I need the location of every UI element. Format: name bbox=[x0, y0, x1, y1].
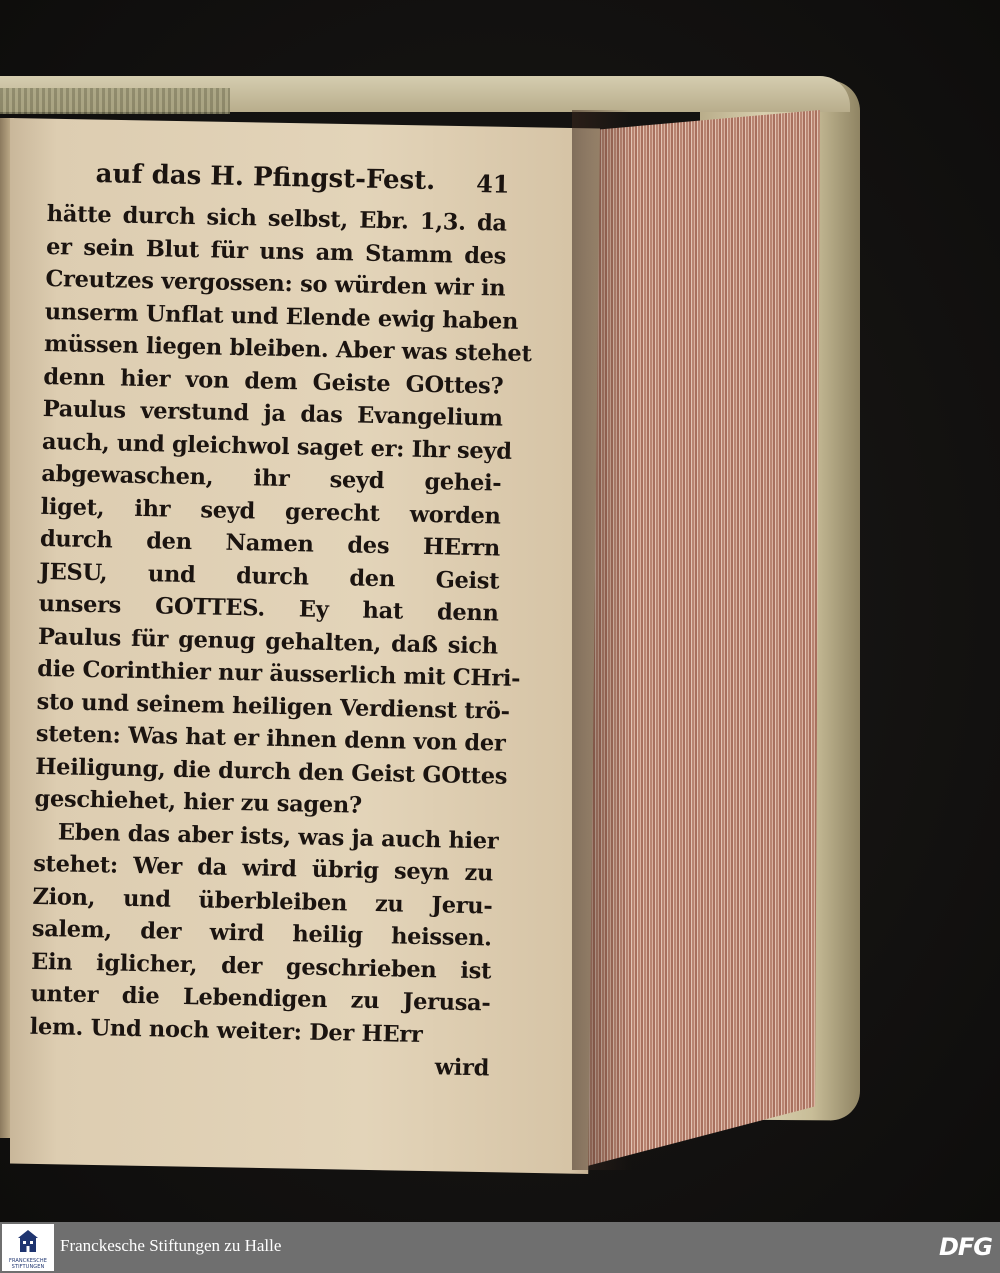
text-line: unter die Lebendigen zu Jerusa- bbox=[30, 980, 491, 1017]
text-line: er sein Blut für uns am Stamm des bbox=[45, 233, 507, 270]
page-gutter-shadow bbox=[572, 110, 632, 1170]
institution-name: Franckesche Stiftungen zu Halle bbox=[60, 1236, 282, 1255]
text-line: Paulus verstund ja das Evangelium bbox=[42, 395, 503, 432]
text-line: durch den Namen des HErrn bbox=[39, 525, 501, 562]
orphanage-building-icon bbox=[16, 1230, 40, 1256]
text-line: Heiligung, die durch den Geist GOttes bbox=[34, 753, 508, 790]
footer-bar bbox=[0, 1222, 1000, 1273]
text-line: Eben das aber ists, was ja auch hier bbox=[57, 818, 499, 855]
institution-logo bbox=[2, 1224, 54, 1271]
text-line: denn hier von dem Geiste GOttes? bbox=[43, 363, 504, 400]
text-line: steten: Was hat er ihnen denn von der bbox=[35, 720, 506, 757]
text-line: müssen liegen bleiben. Aber was stehet bbox=[43, 330, 532, 368]
text-line: abgewaschen, ihr seyd gehei- bbox=[41, 460, 502, 497]
catchword: wird bbox=[434, 1054, 490, 1082]
text-line: Ein iglicher, der geschrieben ist bbox=[30, 948, 492, 984]
running-head-title: auf das H. Pfingst-Fest. bbox=[95, 159, 436, 197]
page-text-block bbox=[29, 158, 532, 1085]
logo-text: FRANCKESCHE STIFTUNGEN bbox=[9, 1258, 47, 1270]
text-line: Zion, und überbleiben zu Jeru- bbox=[32, 883, 493, 919]
text-line: hätte durch sich selbst, Ebr. 1,3. da bbox=[46, 200, 507, 237]
text-line: geschiehet, hier zu sagen? bbox=[34, 785, 363, 819]
text-line: auch, und gleichwol saget er: Ihr seyd bbox=[41, 428, 512, 465]
text-line: salem, der wird heilig heissen. bbox=[31, 915, 493, 952]
text-line: JESU, und durch den Geist bbox=[39, 558, 500, 595]
text-line: unsers GOTTES. Ey hat denn bbox=[38, 590, 499, 627]
book-spine-strip bbox=[0, 88, 230, 114]
text-line: unserm Unflat und Elende ewig haben bbox=[44, 298, 519, 335]
text-line: lem. Und noch weiter: Der HErr bbox=[29, 1013, 423, 1048]
text-line: die Corinthier nur äusserlich mit CHri- bbox=[37, 655, 521, 693]
text-line: stehet: Wer da wird übrig seyn zu bbox=[32, 850, 494, 887]
page-number: 41 bbox=[475, 168, 510, 199]
dfg-logo: DFG bbox=[938, 1233, 992, 1261]
text-line: liget, ihr seyd gerecht worden bbox=[40, 493, 501, 530]
body-text bbox=[29, 198, 532, 1052]
text-line: Paulus für genug gehalten, daß sich bbox=[37, 623, 499, 660]
text-line: sto und seinem heiligen Verdienst trö- bbox=[36, 688, 510, 725]
text-line: Creutzes vergossen: so würden wir in bbox=[45, 265, 506, 302]
